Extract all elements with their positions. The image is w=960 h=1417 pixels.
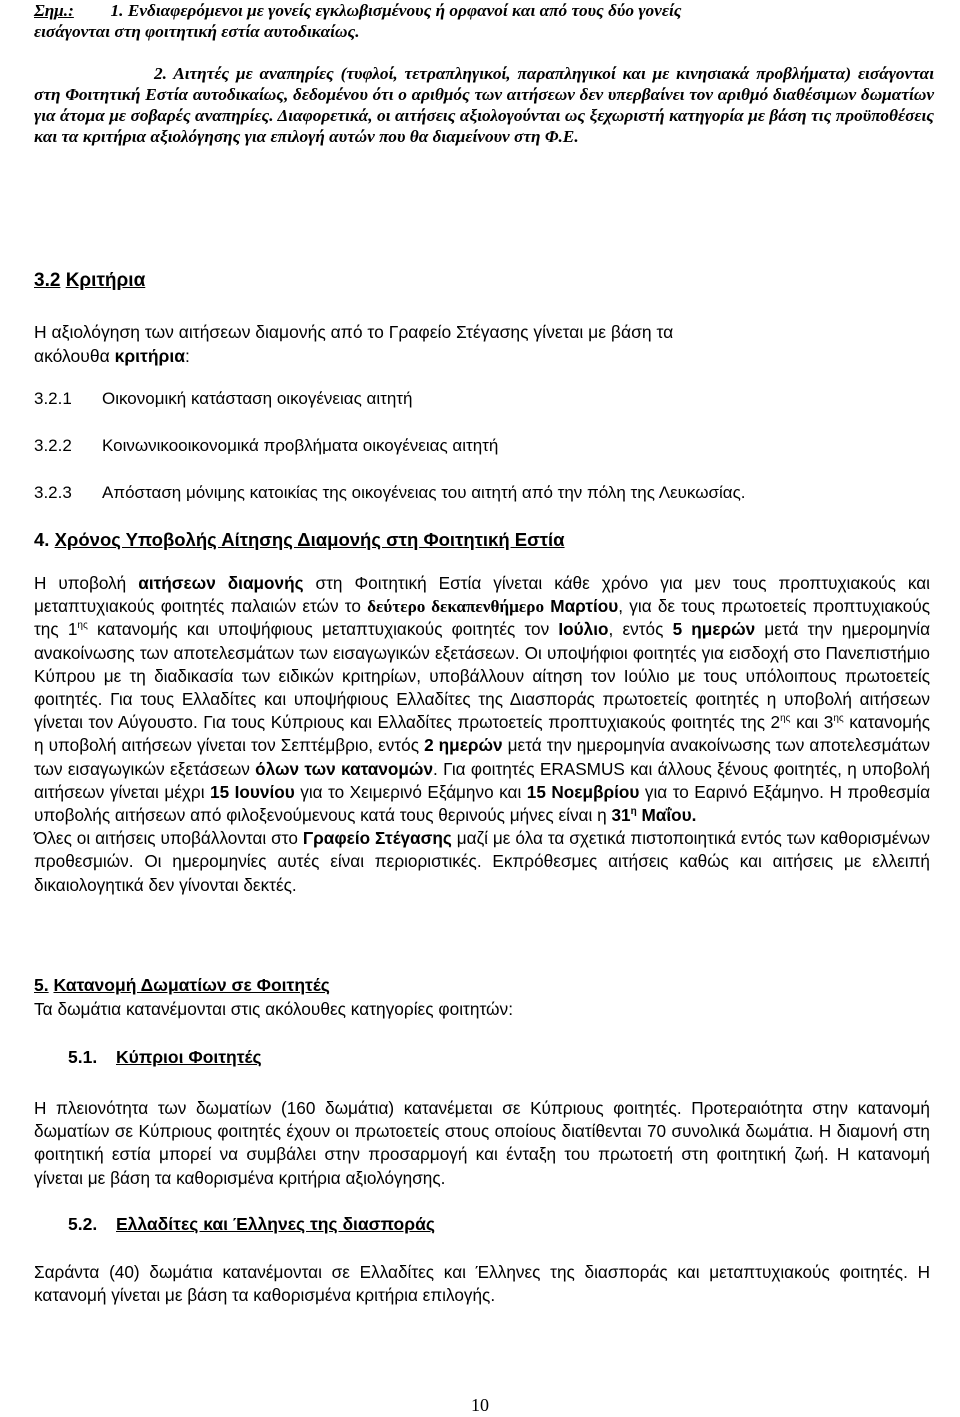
section-4-title: Χρόνος Υποβολής Αίτησης Διαμονής στη Φοιτητική Εστία: [54, 529, 565, 550]
section-4-body: [34, 572, 930, 897]
note-1-line2: εισάγονται στη φοιτητική εστία αυτοδικαίως.: [34, 22, 360, 41]
note-1-number: 1.: [110, 1, 124, 20]
section-4-paragraph-2: Όλες οι αιτήσεις υποβάλλονται στο Γραφείο Στέγασης μαζί με όλα τα σχετικά πιστοποιητικά εντός των καθορισμένων προθεσμιών. Οι ημερομηνίες αυτές είναι περιοριστικές. Εκπρόθεσμες αιτήσεις καθώς και αιτήσεις με ελλειπή δικαιολογητικά δεν γίνονται δεκτές.: [34, 828, 931, 895]
criterion-item: 3.2.2 Κοινωνικοοικονομικά προβλήματα οικογένειας αιτητή: [34, 436, 499, 455]
notes-label: Σημ.:: [34, 1, 74, 20]
criterion-item: 3.2.3 Απόσταση μόνιμης κατοικίας της οικογένειας του αιτητή από την πόλη της Λευκωσίας.: [34, 483, 746, 502]
section-3-2-heading: [34, 270, 145, 292]
note-2: [34, 63, 934, 147]
section-5-number: 5.: [34, 975, 49, 995]
note-1-line1: Ενδιαφερόμενοι με γονείς εγκλωβισμένους ή ορφανοί και από τους δύο γονείς: [127, 1, 682, 20]
section-4-number: 4.: [34, 529, 50, 550]
section-5-title: Κατανομή Δωματίων σε Φοιτητές: [53, 975, 330, 995]
subsection-5-1-text: Η πλειονότητα των δωματίων (160 δωμάτια) κατανέμεται σε Κύπριους φοιτητές. Προτεραιότητα στην κατανομή δωματίων σε Κύπριους φοιτητές έχουν οι πρωτοετείς στους οποίους διατίθενται 70 συνολικά δωμάτια. Η διαμονή στη φοιτητική εστία μπορεί να συμβάλει στην προσαρμογή και ένταξη του πρωτοετή στη φοιτητική ζωή. Η κατανομή γίνεται με βάση τα καθορισμένα κριτήρια αξιολόγησης.: [34, 1098, 930, 1188]
page-number: 10: [471, 1395, 489, 1415]
subsection-5-1-heading: 5.1. Κύπριοι Φοιτητές: [68, 1047, 262, 1067]
section-5-intro: Τα δωμάτια κατανέμονται στις ακόλουθες κατηγορίες φοιτητών:: [34, 999, 513, 1019]
section-3-2-title: Κριτήρια: [65, 270, 146, 291]
note-2-text2: Διαφορετικά, οι αιτήσεις αξιολογούνται ως ξεχωριστή κατηγορία με βάση τις προϋποθέσεις και τα κριτήρια αξιολόγησης για επιλογή αυτών που θα διαμείνουν στη Φ.Ε.: [34, 106, 935, 146]
subsection-5-2-text: Σαράντα (40) δωμάτια κατανέμονται σε Ελλαδίτες και Έλληνες της διασποράς και μεταπτυχιακούς φοιτητές. Η κατανομή γίνεται με βάση τα καθορισμένα κριτήρια επιλογής.: [34, 1262, 930, 1306]
section-5-heading: [34, 975, 330, 996]
section-4-heading: [34, 529, 565, 551]
section-3-2-intro: Η αξιολόγηση των αιτήσεων διαμονής από το Γραφείο Στέγασης γίνεται με βάση τα ακόλουθα κριτήρια:: [34, 322, 674, 366]
section-4-paragraph-1: Η υποβολή αιτήσεων διαμονής στη Φοιτητική Εστία γίνεται κάθε χρόνο για μεν τους προπτυχιακούς και μεταπτυχιακούς φοιτητές παλαιών ετών το δεύτερο δεκαπενθήμερο Μαρτίου, για δε τους πρωτοετείς προπτυχιακούς της $1^{\eta\varsigma}$ κατανομής και υποψήφιους μεταπτυχιακούς φοιτητές τον Ιούλιο, εντός 5 ημερών μετά την ημερομηνία ανακοίνωσης των αποτελεσμάτων των εισαγωγικών εξετάσεων. Οι υποψήφιοι φοιτητές για εισδοχή στο Πανεπιστήμιο Κύπρου με τη διαδικασία των ειδικών κριτηρίων, υποβάλλουν αίτηση τον Ιούλιο με τους υπόλοιπους πρωτοετείς φοιτητές. Για τους Ελλαδίτες και υποψήφιους Ελλαδίτες της Διασποράς πρωτοετείς φοιτητές η υποβολή αιτήσεων γίνεται τον Αύγουστο. Για τους Κύπριους και Ελλαδίτες πρωτοετείς προπτυχιακούς φοιτητές της $2^{\eta\varsigma}$ και $3^{\eta\varsigma}$ κατανομής η υποβολή αιτήσεων γίνεται τον Σεπτέμβριο, εντός 2 ημερών μετά την ημερομηνία ανακοίνωσης των αποτελεσμάτων των εισαγωγικών εξετάσεων όλων των κατανομών. Για φοιτητές ERASMUS και άλλους ξένους φοιτητές, η υποβολή αιτήσεων γίνεται μέχρι 15 Ιουνίου για το Χειμερινό Εξάμηνο και 15 Νοεμβρίου για το Εαρινό Εξάμηνο. Η προθεσμία υποβολής αιτήσεων από φιλοξενούμενους κατά τους θερινούς μήνες είναι η $31^\eta$ Μαΐου.: [34, 573, 931, 826]
note-1: [34, 0, 934, 42]
note-2-number: 2.: [154, 64, 167, 83]
subsection-5-2-heading: 5.2. Ελλαδίτες και Έλληνες της διασποράς: [68, 1214, 435, 1234]
note-2-text: Αιτητές με αναπηρίες (τυφλοί, τετραπληγικοί, παραπληγικοί και με κινησιακά προβλήματα) εισάγονται στη Φοιτητική Εστία αυτοδικαίως, δεδομένου ότι ο αριθμός των αιτήσεων δεν υπερβαίνει τον αριθμό διαθέσιμων δωματίων για άτομα με σοβαρές αναπηρίες.: [34, 64, 934, 125]
criterion-item: 3.2.1 Οικονομική κατάσταση οικογένειας αιτητή: [34, 389, 413, 408]
section-3-2-number: 3.2: [34, 270, 61, 291]
